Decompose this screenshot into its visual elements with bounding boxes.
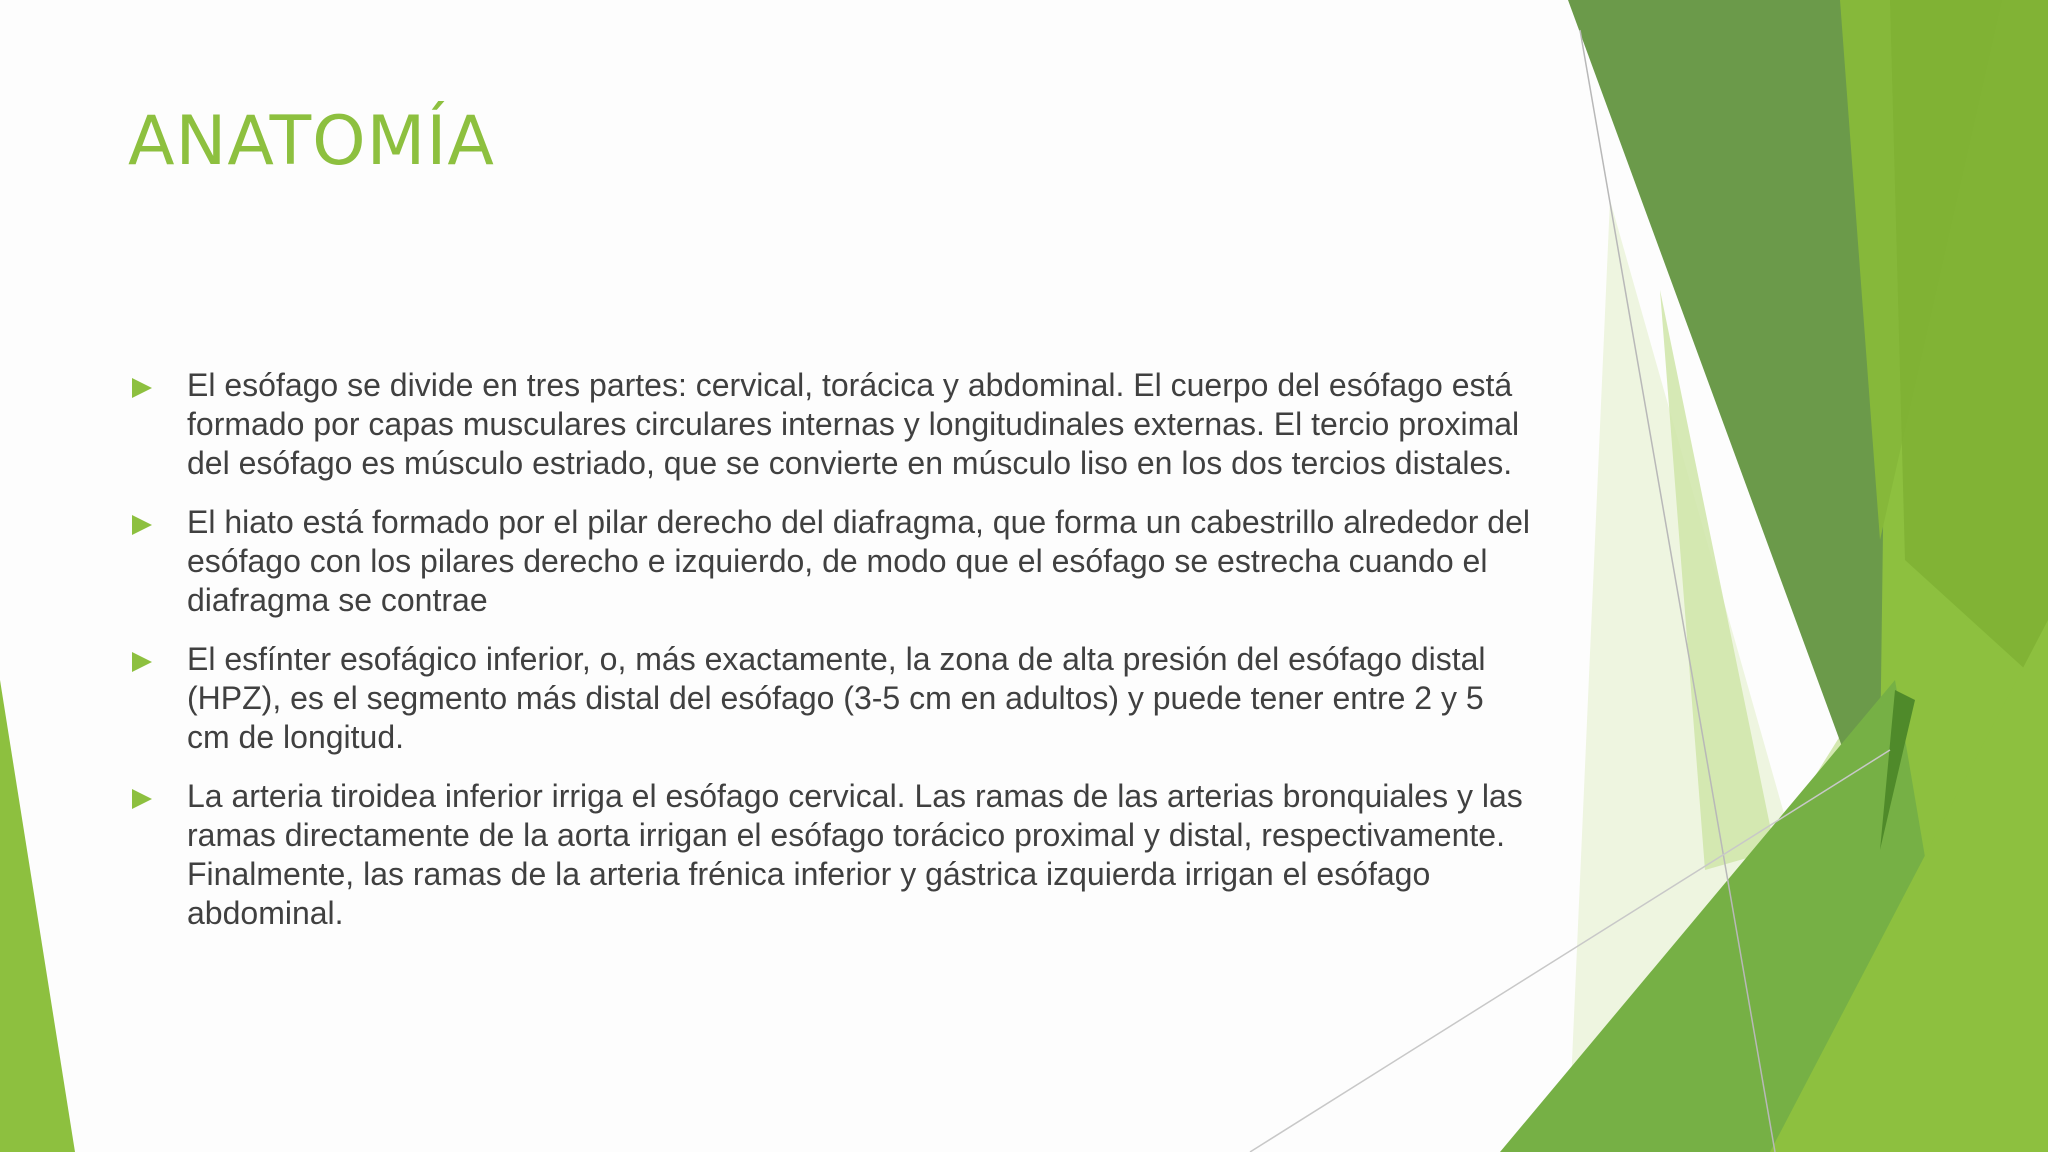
- bullet-item: [132, 777, 1532, 933]
- triangle-bullet-icon: [132, 378, 152, 398]
- bullet-item: [132, 640, 1532, 757]
- bullet-list: [132, 366, 1532, 953]
- triangle-bullet-icon: [132, 652, 152, 672]
- triangle-bullet-icon: [132, 789, 152, 809]
- bullet-text: La arteria tiroidea inferior irriga el esófago cervical. Las ramas de las arterias bronquiales y las ramas directamente de la aorta irrigan el esófago torácico proximal y distal, respectivamente. Finalmente, las ramas de la arteria frénica inferior y gástrica izquierda irrigan el esófago abdominal.: [187, 778, 1523, 931]
- bullet-text: El esófago se divide en tres partes: cervical, torácica y abdominal. El cuerpo del esófago está formado por capas musculares circulares internas y longitudinales externas. El tercio proximal del esófago es músculo estriado, que se convierte en músculo liso en los dos tercios distales.: [187, 367, 1520, 481]
- bullet-text: El hiato está formado por el pilar derecho del diafragma, que forma un cabestrillo alrededor del esófago con los pilares derecho e izquierdo, de modo que el esófago se estrecha cuando el diafragma se contrae: [187, 504, 1530, 618]
- left-green-sliver: [0, 680, 75, 1152]
- bullet-item: [132, 503, 1532, 620]
- triangle-bullet-icon: [132, 515, 152, 535]
- bullet-text: El esfínter esofágico inferior, o, más exactamente, la zona de alta presión del esófago distal (HPZ), es el segmento más distal del esófago (3-5 cm en adultos) y puede tener entre 2 y 5 cm de longitud.: [187, 641, 1486, 755]
- bullet-item: [132, 366, 1532, 483]
- slide-title: ANATOMÍA: [128, 102, 495, 181]
